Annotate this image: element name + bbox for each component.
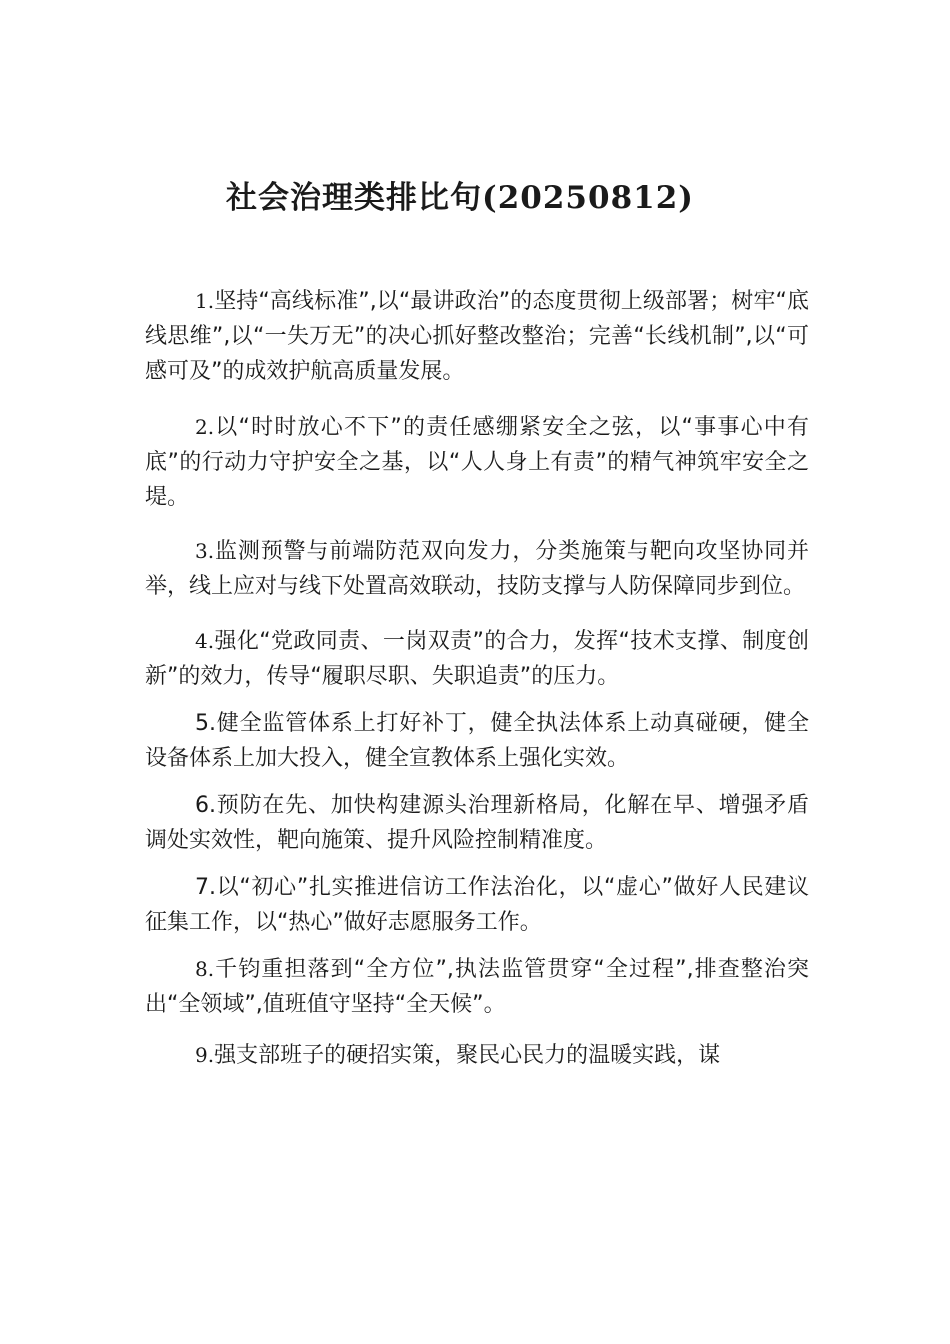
paragraph-5 bbox=[145, 706, 809, 776]
paragraph-text: 强支部班子的硬招实策，聚民心民力的温暖实践，谋 bbox=[214, 1043, 721, 1068]
paragraph-text: 以“初心”扎实推进信访工作法治化，以“虚心”做好人民建议征集工作，以“热心”做好志愿服务工作。 bbox=[145, 875, 809, 935]
paragraph-9 bbox=[145, 1038, 809, 1073]
paragraph-number: 4. bbox=[195, 629, 215, 653]
paragraph-4 bbox=[145, 624, 809, 694]
paragraph-6 bbox=[145, 788, 809, 858]
paragraph-number: 6. bbox=[195, 793, 216, 818]
paragraph-text: 千钧重担落到“全方位”,执法监管贯穿“全过程”,排查整治突出“全领域”,值班值守坚持“全天候”。 bbox=[145, 957, 809, 1017]
document-body bbox=[145, 284, 809, 1073]
paragraph-1 bbox=[145, 284, 809, 389]
paragraph-number: 7. bbox=[195, 875, 216, 900]
paragraph-number: 1. bbox=[195, 289, 215, 313]
paragraph-number: 5. bbox=[195, 711, 216, 736]
paragraph-7 bbox=[145, 870, 809, 940]
paragraph-text: 强化“党政同责、一岗双责”的合力，发挥“技术支撑、制度创新”的效力，传导“履职尽职、失职追责”的压力。 bbox=[145, 629, 809, 689]
paragraph-8 bbox=[145, 952, 809, 1022]
paragraph-number: 9. bbox=[195, 1043, 215, 1067]
paragraph-text: 坚持“高线标准”,以“最讲政治”的态度贯彻上级部署；树牢“底线思维”,以“一失万无”的决心抓好整改整治；完善“长线机制”,以“可感可及”的成效护航高质量发展。 bbox=[145, 289, 809, 384]
paragraph-number: 3. bbox=[195, 539, 215, 563]
paragraph-text: 以“时时放心不下”的责任感绷紧安全之弦，以“事事心中有底”的行动力守护安全之基，以“人人身上有责”的精气神筑牢安全之堤。 bbox=[145, 415, 809, 510]
paragraph-2 bbox=[145, 410, 809, 515]
paragraph-number: 8. bbox=[195, 957, 215, 981]
document-title: 社会治理类排比句(20250812) bbox=[226, 180, 694, 216]
paragraph-text: 监测预警与前端防范双向发力，分类施策与靶向攻坚协同并举，线上应对与线下处置高效联动，技防支撑与人防保障同步到位。 bbox=[145, 539, 809, 599]
paragraph-text: 预防在先、加快构建源头治理新格局，化解在早、增强矛盾调处实效性，靶向施策、提升风险控制精准度。 bbox=[145, 793, 809, 853]
paragraph-text: 健全监管体系上打好补丁，健全执法体系上动真碰硬，健全设备体系上加大投入，健全宣教体系上强化实效。 bbox=[145, 711, 809, 771]
paragraph-number: 2. bbox=[195, 415, 215, 439]
paragraph-3 bbox=[145, 534, 809, 604]
